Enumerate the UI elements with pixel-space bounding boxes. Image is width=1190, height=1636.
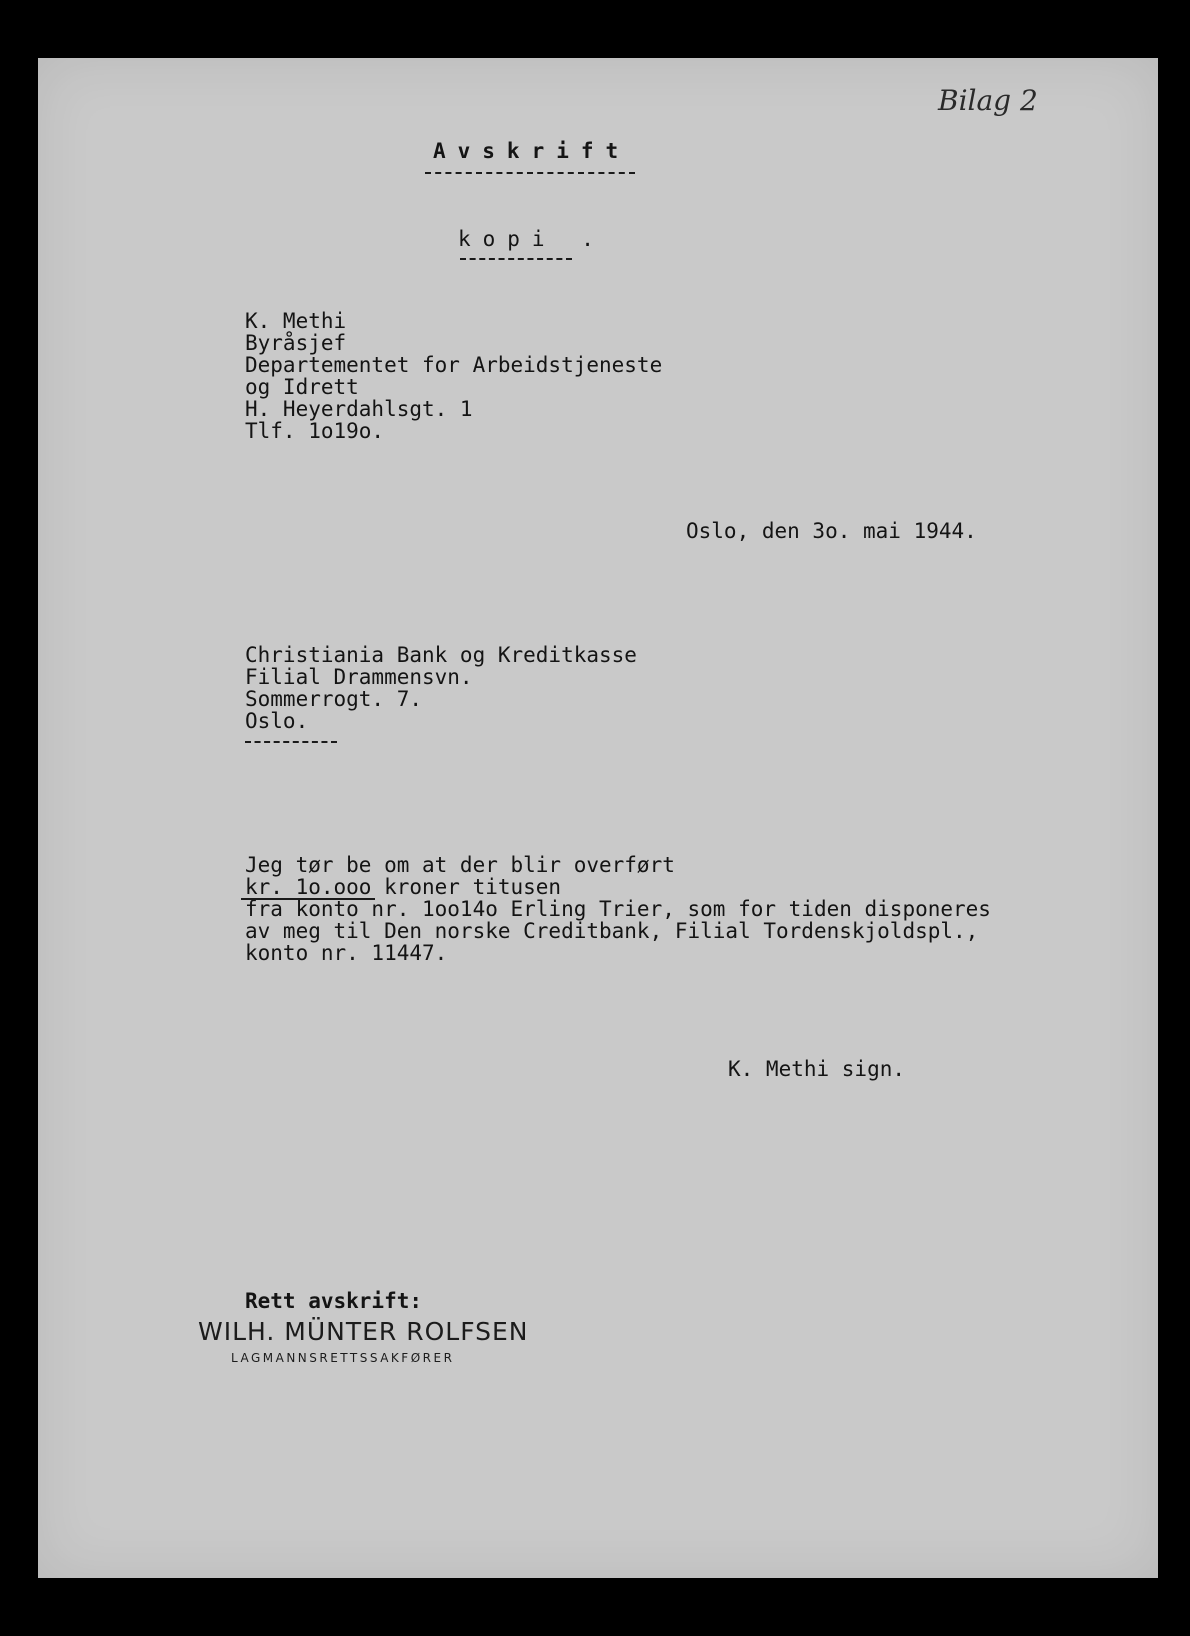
recipient-line: Oslo. [245, 709, 309, 733]
document-subheading: kopi . [458, 227, 606, 251]
date-line: Oslo, den 3o. mai 1944. [686, 519, 977, 543]
body-line: konto nr. 11447. [245, 941, 448, 965]
body-line: fra konto nr. 1oo14o Erling Trier, som for tiden disponeres [245, 897, 991, 921]
recipient-line: Christiania Bank og Kreditkasse [245, 643, 637, 667]
recipient-line: Sommerrogt. 7. [245, 687, 423, 711]
sender-line: Byråsjef [245, 331, 347, 355]
heading-underline [425, 172, 635, 174]
lawyer-stamp-name: WILH. MÜNTER ROLFSEN [198, 1317, 529, 1346]
lawyer-stamp-title: LAGMANNSRETTSSAKFØRER [231, 1351, 455, 1365]
recipient-underline [245, 741, 337, 743]
sender-line: H. Heyerdahlsgt. 1 [245, 397, 473, 421]
body-line: av meg til Den norske Creditbank, Filial Tordenskjoldspl., [245, 919, 979, 943]
subheading-underline [460, 258, 572, 260]
handwritten-annotation: Bilag 2 [938, 84, 1038, 117]
recipient-line: Filial Drammensvn. [245, 665, 473, 689]
sender-line: Departementet for Arbeidstjeneste [245, 353, 663, 377]
signature-line: K. Methi sign. [728, 1057, 906, 1081]
body-line: kr. 1o.ooo kroner titusen [245, 875, 562, 899]
sender-line: og Idrett [245, 375, 359, 399]
body-line: Jeg tør be om at der blir overført [245, 853, 675, 877]
document-page [38, 58, 1158, 1578]
sender-line: Tlf. 1o19o. [245, 419, 385, 443]
certification-label: Rett avskrift: [245, 1289, 423, 1313]
document-heading: Avskrift [433, 139, 631, 163]
sender-line: K. Methi [245, 309, 347, 333]
amount-underline [241, 898, 375, 900]
